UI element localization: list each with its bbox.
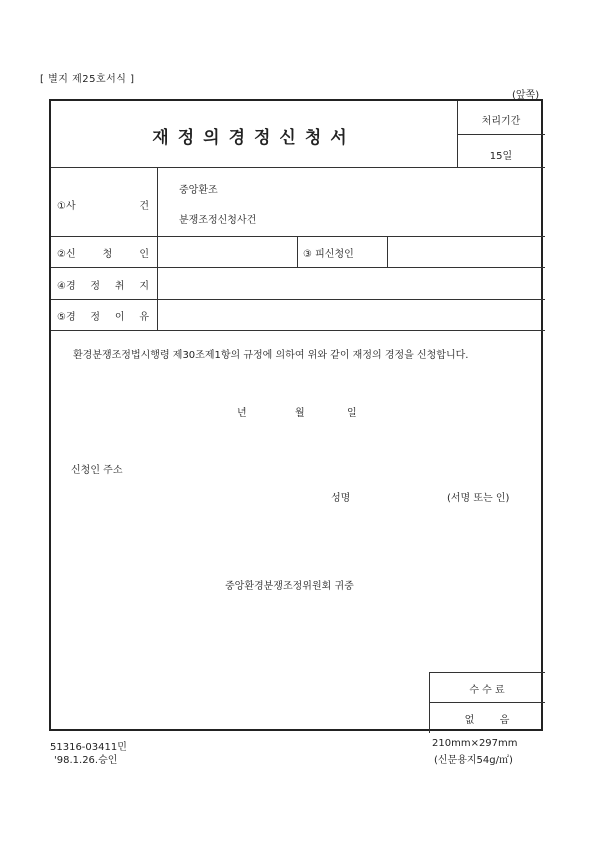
approval-date: '98.1.26.승인	[54, 755, 118, 766]
recipient: 중앙환경분쟁조정위원회 귀중	[225, 581, 354, 592]
fee-label: 수 수 료	[469, 685, 505, 696]
paper-size: 210mm×297mm	[432, 738, 518, 749]
date-day-label: 일	[347, 408, 357, 419]
case-line-1: 중앙환조	[179, 185, 218, 196]
applicant-name-label: 성명	[331, 493, 351, 504]
front-side-label: (앞쪽)	[512, 90, 540, 101]
processing-period-value: 15일	[489, 151, 513, 162]
divider	[429, 672, 545, 673]
form-code: 51316-03411민	[50, 742, 127, 753]
applicant-label: ②신 청 인	[57, 249, 149, 260]
form-title: 재정의경정신청서	[152, 128, 356, 148]
divider	[51, 167, 545, 168]
application-statement: 환경분쟁조정법시행령 제30조제1항의 규정에 의하여 위와 같이 재정의 경정을 신청합니다.	[73, 350, 469, 361]
form-number: [ 별지 제25호서식 ]	[40, 74, 135, 85]
signature-label: (서명 또는 인)	[447, 493, 510, 504]
applicant-address-label: 신청인 주소	[71, 465, 123, 476]
paper-type: (신문용지54g/㎡)	[434, 755, 513, 766]
date-month-label: 월	[295, 408, 305, 419]
respondent-label: ③ 피신청인	[303, 249, 354, 260]
applicant-field[interactable]	[171, 241, 295, 263]
correction-reason-field[interactable]	[163, 303, 539, 327]
correction-reason-label: ⑤경 정 이 유	[57, 312, 149, 323]
divider	[51, 330, 545, 331]
divider	[387, 236, 388, 267]
case-line-2: 분쟁조정신청사건	[179, 215, 257, 226]
fee-value: 없 음	[464, 715, 510, 726]
divider	[297, 236, 298, 267]
case-label: ①사 건	[57, 201, 149, 212]
correction-purpose-label: ④경 정 취 지	[57, 281, 149, 292]
divider	[51, 267, 545, 268]
divider	[457, 134, 545, 135]
respondent-field[interactable]	[391, 241, 541, 263]
divider	[429, 702, 545, 703]
divider	[51, 236, 545, 237]
date-year-label: 년	[237, 408, 247, 419]
correction-purpose-field[interactable]	[163, 271, 539, 295]
divider	[51, 299, 545, 300]
label-column-divider	[157, 167, 158, 330]
application-form	[49, 99, 543, 731]
processing-period-label: 처리기간	[481, 116, 521, 127]
